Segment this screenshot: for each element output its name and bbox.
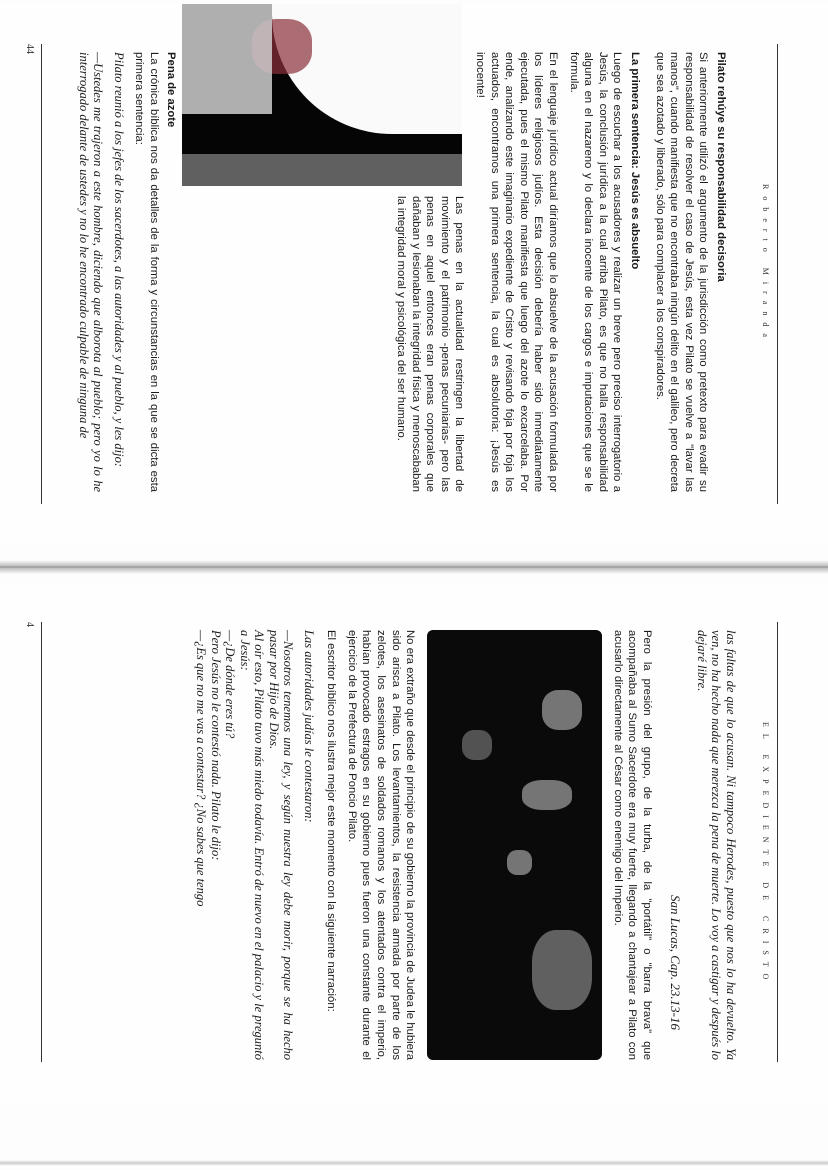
- running-head-title: EL EXPEDIENTE DE CRISTO: [761, 722, 770, 987]
- header-rule: [777, 622, 778, 1062]
- scan-edge: [0, 1160, 828, 1166]
- quote-line: Pilato reunió a los jefes de los sacerdotes, a las autoridades y al pueblo, y les dijo:: [111, 52, 126, 467]
- crowd-illustration: [427, 630, 602, 1060]
- paragraph: Si anteriormente utilizó el argumento de la jurisdicción como pretexto para evadir su responsabilidad de resolver el caso de Jesús, esta vez Pilato se vuelve a "lavar las manos", cuando manifiesta que no encontraba ningún delito en el galileo, pero decreta que sea azotado y liberado, sólo para complacer a los conspiradores.: [653, 52, 710, 492]
- page-number: 4: [24, 622, 35, 627]
- page-number: 44: [24, 44, 35, 54]
- page-content: [70, 52, 738, 492]
- paragraph: Luego de escuchar a los acusadores y realizar un breve pero preciso interrogatorio a Jesús, la conclusión jurídica a la cual arriba Pilato, es que no halla responsabilidad alguna en el nazareno y lo declara inocente de los cargos e imputaciones que se le formula.: [567, 52, 624, 492]
- paragraph: No era extraño que desde el principio de su gobierno la provincia de Judea le hubiera sido arisca a Pilato. Los levantamientos, la resistencia armada por parte de los zelotes, los asesinatos de soldados romanos y los atentados contra el imperio, habían provocado estragos en su gobierno pues fueron una constante durante el ejercicio de la Prefectura de Poncio Pilato.: [345, 630, 417, 1060]
- paragraph: La crónica bíblica nos da detalles de la forma y circunstancias en la que se dicta esta primera sentencia:: [133, 52, 160, 492]
- paragraph: Las penas en la actualidad restringen la libertad de movimiento y el patrimonio -penas pecuniarias- pero las penas en aquel entonces eran penas corporales que dañaban y lesionaban la integridad física y menoscababan la integridad moral y psicológica del ser humano.: [395, 196, 466, 492]
- section-heading: La primera sentencia: Jesús es absuelto: [629, 52, 642, 270]
- header-rule: [777, 44, 778, 504]
- quote-line: —Ustedes me trajeron a este hombre, diciendo que alborota al pueblo; pero yo lo he interrogado delante de ustedes y no lo he encontrado culpable de ninguna de: [76, 52, 106, 492]
- page-left-44: [0, 4, 828, 544]
- dialogue-line: —¿Es que no me vas a contestar? ¿No sabes que tengo: [194, 630, 209, 907]
- paragraph: En el lenguaje jurídico actual diríamos que lo absuelve de la acusación formulada por los líderes religiosos judíos. Esta decisión debería haber sido inmediatamente ejecutada, pues el mismo Pilato manifiesta que luego del azote lo excarcelaba. Por ende, analizando este imaginario expediente de Cristo y revisando foja por foja los actuados, encontramos una primera sentencia, la cual es absolutoria: ¡Jesús es inocente!: [474, 52, 560, 492]
- paragraph: Pero la presión del grupo, de la turba, de la "portátil" o "barra brava" que acompañaba al Sumo Sacerdote era muy fuerte, llegando a chantajear a Pilato con acusarlo directamente al César como enemigo del Imperio.: [611, 630, 653, 1060]
- running-head-author: Roberto Miranda: [761, 184, 770, 344]
- page-right-4: [0, 582, 828, 1102]
- footer-rule: [41, 622, 42, 1062]
- page-seam: [0, 560, 828, 574]
- section-heading: Pilato rehúye su responsabilidad decisoria: [715, 52, 727, 282]
- dialogue-line: Las autoridades judías le contestaron:: [301, 630, 316, 823]
- section-heading: Pena de azote: [165, 52, 178, 128]
- quote-continuation: las faltas de que lo acusan. Ni tampoco Herodes, puesto que nos lo ha devuelto. Ya ven, no ha hecho nada que merezca la pena de muerte. Lo voy a castigar y después lo dejaré libre.: [695, 630, 738, 1060]
- quote-source: San Lucas, Cap. 23.13-16: [668, 894, 684, 1030]
- paragraph: El escritor bíblico nos ilustra mejor este momento con la siguiente narración:: [325, 630, 338, 1012]
- dialogue-line: —Nosotros tenemos una ley, y según nuestra ley debe morir, porque se ha hecho pasar por Hijo de Dios.: [266, 630, 296, 1060]
- pilate-illustration: [183, 4, 463, 186]
- dialogue-line: —¿De dónde eres tú?: [223, 630, 238, 739]
- page-content: [194, 630, 738, 1060]
- footer-rule: [41, 44, 42, 504]
- dialogue-line: Pero Jesús no le contestó nada. Pilato le dijo:: [208, 630, 223, 861]
- dialogue-line: Al oír esto, Pilato tuvo más miedo todavía. Entró de nuevo en el palacio y le preguntó a Jesús:: [237, 630, 267, 1061]
